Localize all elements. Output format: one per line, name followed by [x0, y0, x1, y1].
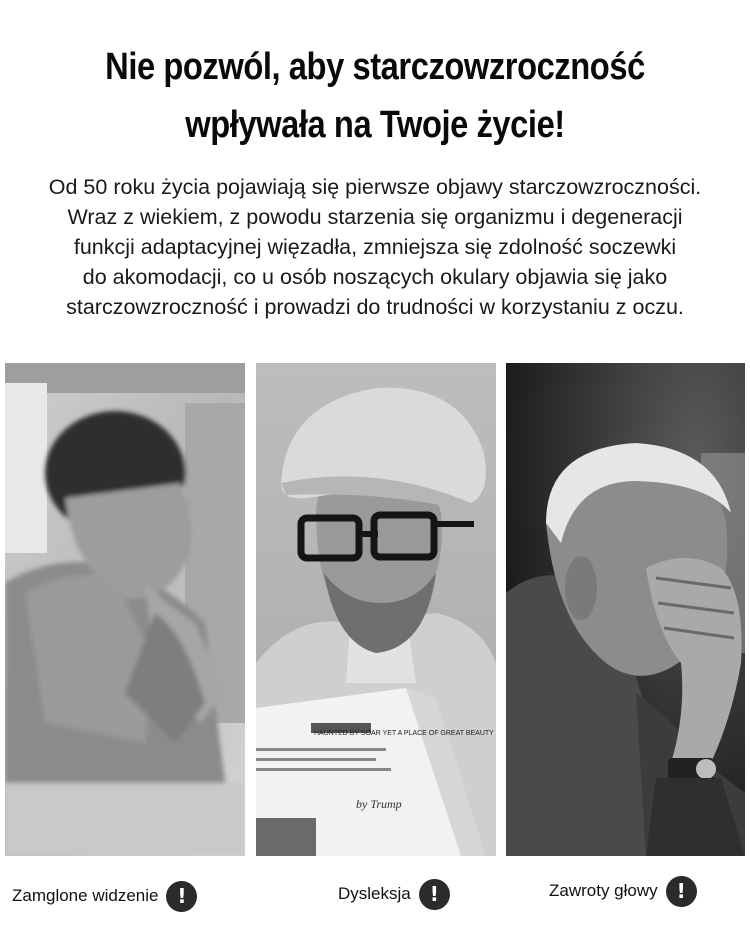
headline — [53, 38, 698, 154]
exclamation-icon: ! — [666, 876, 697, 907]
caption-label: Dysleksja — [338, 884, 411, 903]
caption-dizziness — [549, 875, 697, 907]
caption-blurred-vision — [12, 880, 197, 912]
newspaper-headline: HAUNTED BY SOAR YET A PLACE OF GREAT BEAUTY — [314, 730, 494, 737]
exclamation-icon: ! — [419, 879, 450, 910]
caption-dyslexia — [338, 878, 450, 910]
photo-blurred-vision-illustration — [5, 363, 245, 856]
description — [0, 172, 750, 322]
caption-label: Zamglone widzenie — [12, 886, 159, 905]
newspaper-name: by Trump — [356, 797, 402, 811]
description-line: Od 50 roku życia pojawiają się pierwsze objawy starczowzroczności. — [48, 175, 702, 199]
description-line: funkcji adaptacyjnej więzadła, zmniejsza się zdolność soczewki — [73, 235, 677, 259]
headline-line-2: wpływała na Twoje życie! — [185, 104, 565, 146]
caption-label: Zawroty głowy — [549, 881, 658, 900]
photo-blurred-vision — [5, 363, 245, 856]
photo-dizziness-illustration — [506, 363, 745, 856]
photo-dyslexia-illustration — [256, 363, 496, 856]
exclamation-icon: ! — [166, 881, 197, 912]
headline-line-1: Nie pozwól, aby starczowzroczność — [105, 46, 645, 88]
description-line: do akomodacji, co u osób noszących okulary objawia się jako — [82, 265, 668, 289]
photo-dyslexia — [256, 363, 496, 856]
description-line: starczowzroczność i prowadzi do trudności w korzystaniu z oczu. — [66, 295, 684, 319]
description-line: Wraz z wiekiem, z powodu starzenia się organizmu i degeneracji — [67, 205, 683, 229]
photo-dizziness — [506, 363, 745, 856]
